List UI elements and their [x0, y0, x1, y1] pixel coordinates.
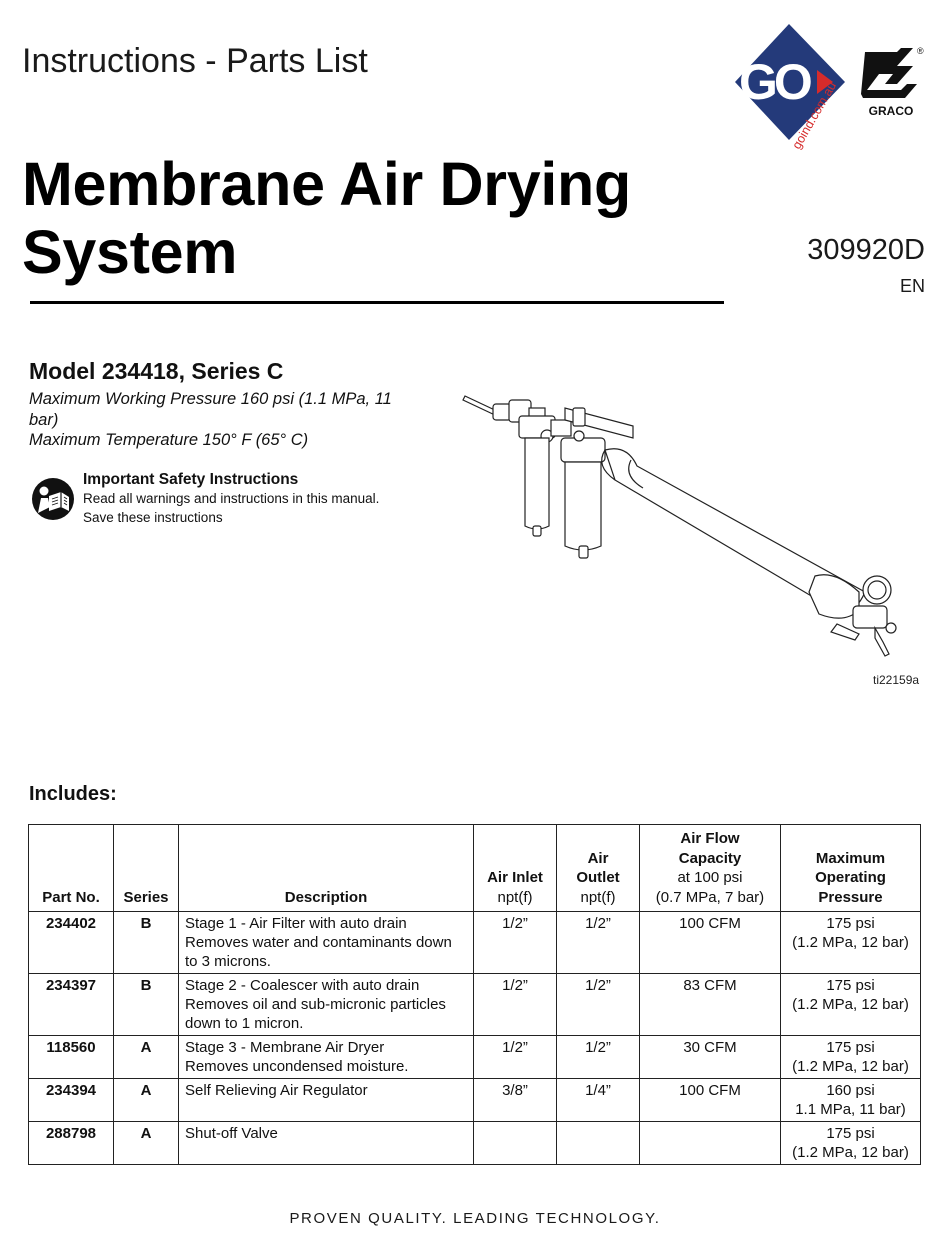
col-air-outlet-label-2: Outlet: [576, 869, 620, 886]
cell-air-flow: [640, 1122, 781, 1165]
cell-description: [179, 912, 474, 974]
col-air-inlet-unit: npt(f): [497, 888, 533, 906]
col-max-pressure-label-1: Maximum: [815, 849, 886, 867]
model-specs: [29, 389, 409, 451]
parts-table: [28, 824, 921, 1165]
spec-temperature: Maximum Temperature 150° F (65° C): [29, 431, 309, 449]
cell-part-no: 234394: [29, 1079, 114, 1122]
cell-air-flow: 100 CFM: [640, 912, 781, 974]
cell-pressure-line: (1.2 MPa, 12 bar): [792, 1144, 909, 1161]
col-air-inlet: [474, 825, 557, 912]
cell-pressure-line: 175 psi: [826, 1039, 875, 1056]
col-description: Description: [179, 825, 474, 912]
cell-max-pressure: [781, 912, 921, 974]
col-air-inlet-label: Air Inlet: [487, 869, 543, 886]
includes-heading: Includes:: [29, 783, 117, 805]
valve-body: [493, 404, 511, 420]
footer-tagline: PROVEN QUALITY. LEADING TECHNOLOGY.: [289, 1210, 661, 1227]
cell-description-line: Shut-off Valve: [185, 1125, 278, 1142]
col-max-pressure-label-3: Pressure: [818, 888, 883, 906]
cell-description: [179, 1036, 474, 1079]
cell-description-line: Stage 2 - Coalescer with auto drain: [185, 977, 420, 994]
table-row: [29, 974, 921, 1036]
cell-air-outlet: 1/4”: [557, 1079, 640, 1122]
cell-pressure-line: (1.2 MPa, 12 bar): [792, 996, 909, 1013]
col-air-outlet-label-1: Air: [587, 849, 609, 867]
cell-pressure-line: 175 psi: [826, 915, 875, 932]
cell-pressure-line: 175 psi: [826, 1125, 875, 1142]
cell-pressure-line: (1.2 MPa, 12 bar): [792, 1058, 909, 1075]
dryer-end-cap: [809, 575, 859, 618]
cell-air-flow: 100 CFM: [640, 1079, 781, 1122]
page-title-line2: System: [22, 218, 238, 286]
safety-title: Important Safety Instructions: [83, 471, 299, 488]
table-row: [29, 1036, 921, 1079]
cell-description-line: Removes uncondensed moisture.: [185, 1058, 409, 1075]
cell-description: [179, 1122, 474, 1165]
cell-max-pressure: [781, 1079, 921, 1122]
cell-series: B: [114, 912, 179, 974]
cell-description-line: Stage 3 - Membrane Air Dryer: [185, 1039, 385, 1056]
cell-description-line: Removes water and contaminants down: [185, 934, 452, 951]
cell-part-no: 234397: [29, 974, 114, 1036]
col-series: Series: [114, 825, 179, 912]
title-rule: [30, 301, 724, 304]
pressure-gauge: [863, 576, 891, 604]
document-language: EN: [899, 276, 925, 296]
col-air-flow-label-4: (0.7 MPa, 7 bar): [655, 888, 765, 906]
document-number: 309920D: [807, 234, 925, 266]
graco-logo: [857, 44, 925, 119]
model-heading: Model 234418, Series C: [29, 358, 284, 384]
table-row: [29, 1079, 921, 1122]
filter-2-head: [561, 438, 605, 462]
cell-air-inlet: 1/2”: [474, 912, 557, 974]
cell-part-no: 288798: [29, 1122, 114, 1165]
cell-air-flow: 30 CFM: [640, 1036, 781, 1079]
page-title-line1: Membrane Air Drying: [22, 150, 631, 218]
col-max-pressure: [781, 825, 921, 912]
cell-description: [179, 1079, 474, 1122]
cell-pressure-line: 1.1 MPa, 11 bar): [795, 1101, 906, 1118]
cell-series: A: [114, 1036, 179, 1079]
cell-max-pressure: [781, 974, 921, 1036]
cell-air-outlet: 1/2”: [557, 912, 640, 974]
cell-max-pressure: [781, 1122, 921, 1165]
cell-series: A: [114, 1079, 179, 1122]
cell-description-line: down to 1 micron.: [185, 1015, 304, 1032]
cell-pressure-line: (1.2 MPa, 12 bar): [792, 934, 909, 951]
table-row: [29, 912, 921, 974]
col-air-flow-label-1: Air Flow: [680, 830, 740, 847]
filter-1-bowl: [525, 438, 549, 529]
go-logo: [733, 22, 853, 152]
cell-description: [179, 974, 474, 1036]
product-illustration: [455, 380, 925, 680]
cell-description-line: Removes oil and sub-micronic particles: [185, 996, 446, 1013]
figure-id: ti22159a: [873, 673, 920, 687]
cell-part-no: 118560: [29, 1036, 114, 1079]
registered-mark: ®: [917, 46, 924, 56]
col-air-outlet-unit: npt(f): [580, 888, 616, 906]
cell-air-outlet: 1/2”: [557, 1036, 640, 1079]
cell-pressure-line: 160 psi: [826, 1082, 875, 1099]
cell-air-flow: 83 CFM: [640, 974, 781, 1036]
col-part-no: Part No.: [29, 825, 114, 912]
cell-series: A: [114, 1122, 179, 1165]
go-logo-url: goind.com.au: [789, 79, 840, 152]
cell-air-outlet: [557, 1122, 640, 1165]
parts-table-header: [29, 825, 921, 912]
cell-air-inlet: 1/2”: [474, 1036, 557, 1079]
cell-air-inlet: [474, 1122, 557, 1165]
filter-2-bowl: [565, 462, 601, 550]
col-max-pressure-label-2: Operating: [815, 869, 886, 886]
col-air-flow-label-3: at 100 psi: [677, 869, 743, 886]
safety-instruction-2: Save these instructions: [83, 510, 223, 525]
cell-description-line: Self Relieving Air Regulator: [185, 1082, 368, 1099]
spec-pressure: Maximum Working Pressure 160 psi (1.1 MPa, 11 bar): [29, 390, 392, 429]
page-title: [22, 150, 631, 286]
cell-max-pressure: [781, 1036, 921, 1079]
cell-series: B: [114, 974, 179, 1036]
go-logo-text: GO: [739, 54, 809, 110]
air-regulator: [853, 606, 887, 628]
cell-part-no: 234402: [29, 912, 114, 974]
cell-air-inlet: 1/2”: [474, 974, 557, 1036]
cell-pressure-line: 175 psi: [826, 977, 875, 994]
cell-description-line: to 3 microns.: [185, 953, 271, 970]
read-manual-icon: [31, 477, 75, 521]
table-row: [29, 1122, 921, 1165]
cell-description-line: Stage 1 - Air Filter with auto drain: [185, 915, 407, 932]
col-air-flow-label-2: Capacity: [678, 849, 742, 867]
cell-air-inlet: 3/8”: [474, 1079, 557, 1122]
graco-text: GRACO: [868, 104, 914, 118]
col-air-flow: [640, 825, 781, 912]
col-air-outlet: [557, 825, 640, 912]
graco-mark: [861, 48, 917, 98]
cell-air-outlet: 1/2”: [557, 974, 640, 1036]
safety-instruction-1: Read all warnings and instructions in this manual.: [83, 491, 380, 506]
document-type: Instructions - Parts List: [22, 42, 368, 80]
